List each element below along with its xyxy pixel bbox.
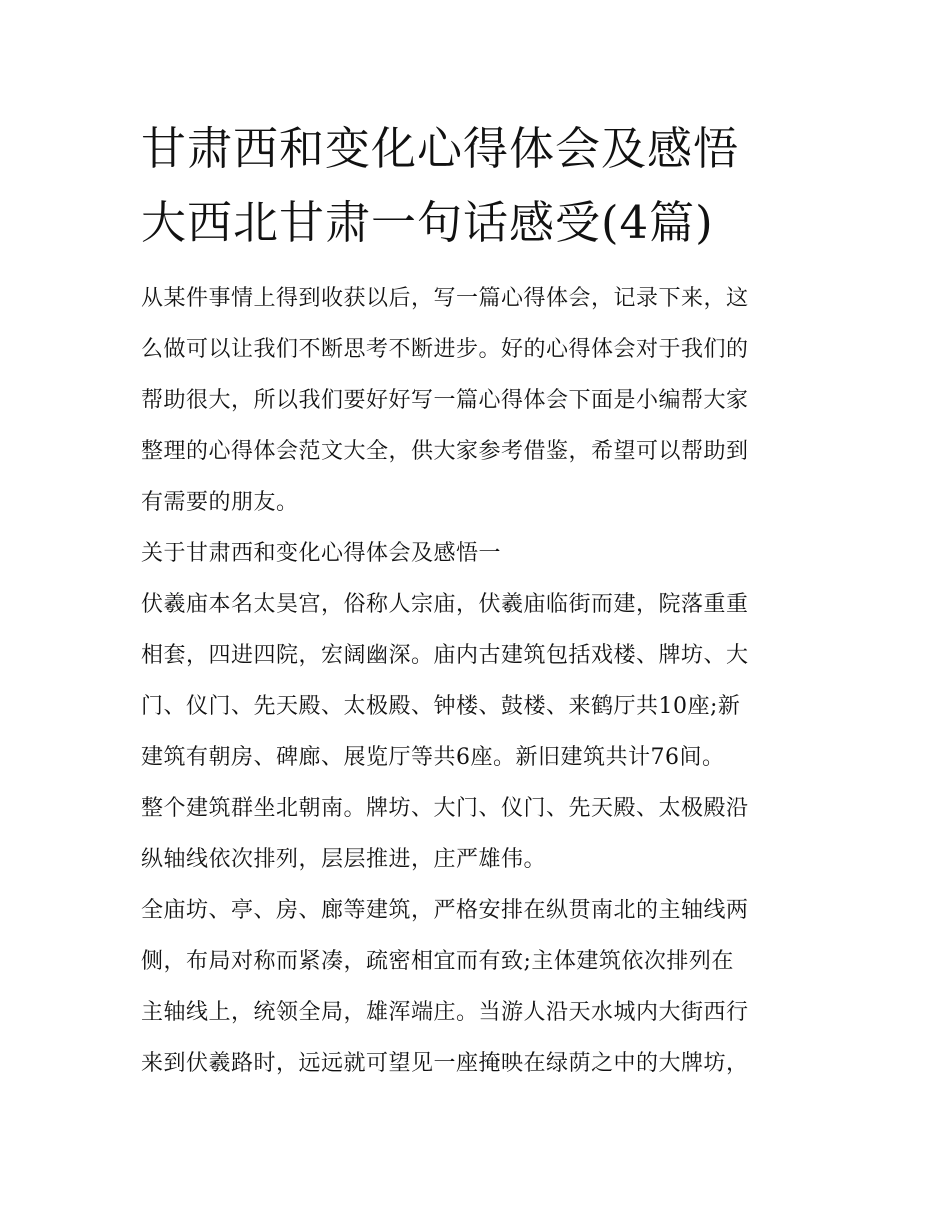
text-line: 关于甘肃西和变化心得体会及感悟一 <box>141 541 502 566</box>
text-line: 从某件事情上得到收获以后，写一篇心得体会，记录下来，这 <box>141 286 749 311</box>
text-line: 纵轴线依次排列，层层推进，庄严雄伟。 <box>141 847 547 872</box>
section-heading <box>141 528 813 579</box>
text-line: 伏羲庙本名太昊宫，俗称人宗庙，伏羲庙临街而建，院落重重 <box>141 592 749 617</box>
document-body <box>141 112 813 1089</box>
text-line: 主轴线上，统领全局，雄浑端庄。当游人沿天水城内大街西行 <box>141 1000 749 1025</box>
body-paragraph <box>141 579 813 783</box>
text-line: 建筑有朝房、碑廊、展览厅等共6座。新旧建筑共计76间。 <box>141 745 725 770</box>
body-paragraph <box>141 885 813 1089</box>
text-line: 有需要的朋友。 <box>141 490 299 515</box>
text-line: 整个建筑群坐北朝南。牌坊、大门、仪门、先天殿、太极殿沿 <box>141 796 749 821</box>
body-paragraph <box>141 783 813 885</box>
title-line: 大西北甘肃一句话感受(4篇) <box>141 196 714 249</box>
document-title <box>141 112 813 260</box>
text-line: 全庙坊、亭、房、廊等建筑，严格安排在纵贯南北的主轴线两 <box>141 898 749 923</box>
text-line: 么做可以让我们不断思考不断进步。好的心得体会对于我们的 <box>141 337 749 362</box>
title-line: 甘肃西和变化心得体会及感悟 <box>141 122 740 175</box>
text-line: 相套，四进四院，宏阔幽深。庙内古建筑包括戏楼、牌坊、大 <box>141 643 749 668</box>
text-line: 侧，布局对称而紧凑，疏密相宜而有致;主体建筑依次排列在 <box>141 949 734 974</box>
text-line: 来到伏羲路时，远远就可望见一座掩映在绿荫之中的大牌坊， <box>141 1051 749 1076</box>
text-line: 门、仪门、先天殿、太极殿、钟楼、鼓楼、来鹤厅共10座;新 <box>141 694 741 719</box>
text-line: 帮助很大，所以我们要好好写一篇心得体会下面是小编帮大家 <box>141 388 749 413</box>
text-line: 整理的心得体会范文大全，供大家参考借鉴，希望可以帮助到 <box>141 439 749 464</box>
intro-paragraph <box>141 273 813 528</box>
